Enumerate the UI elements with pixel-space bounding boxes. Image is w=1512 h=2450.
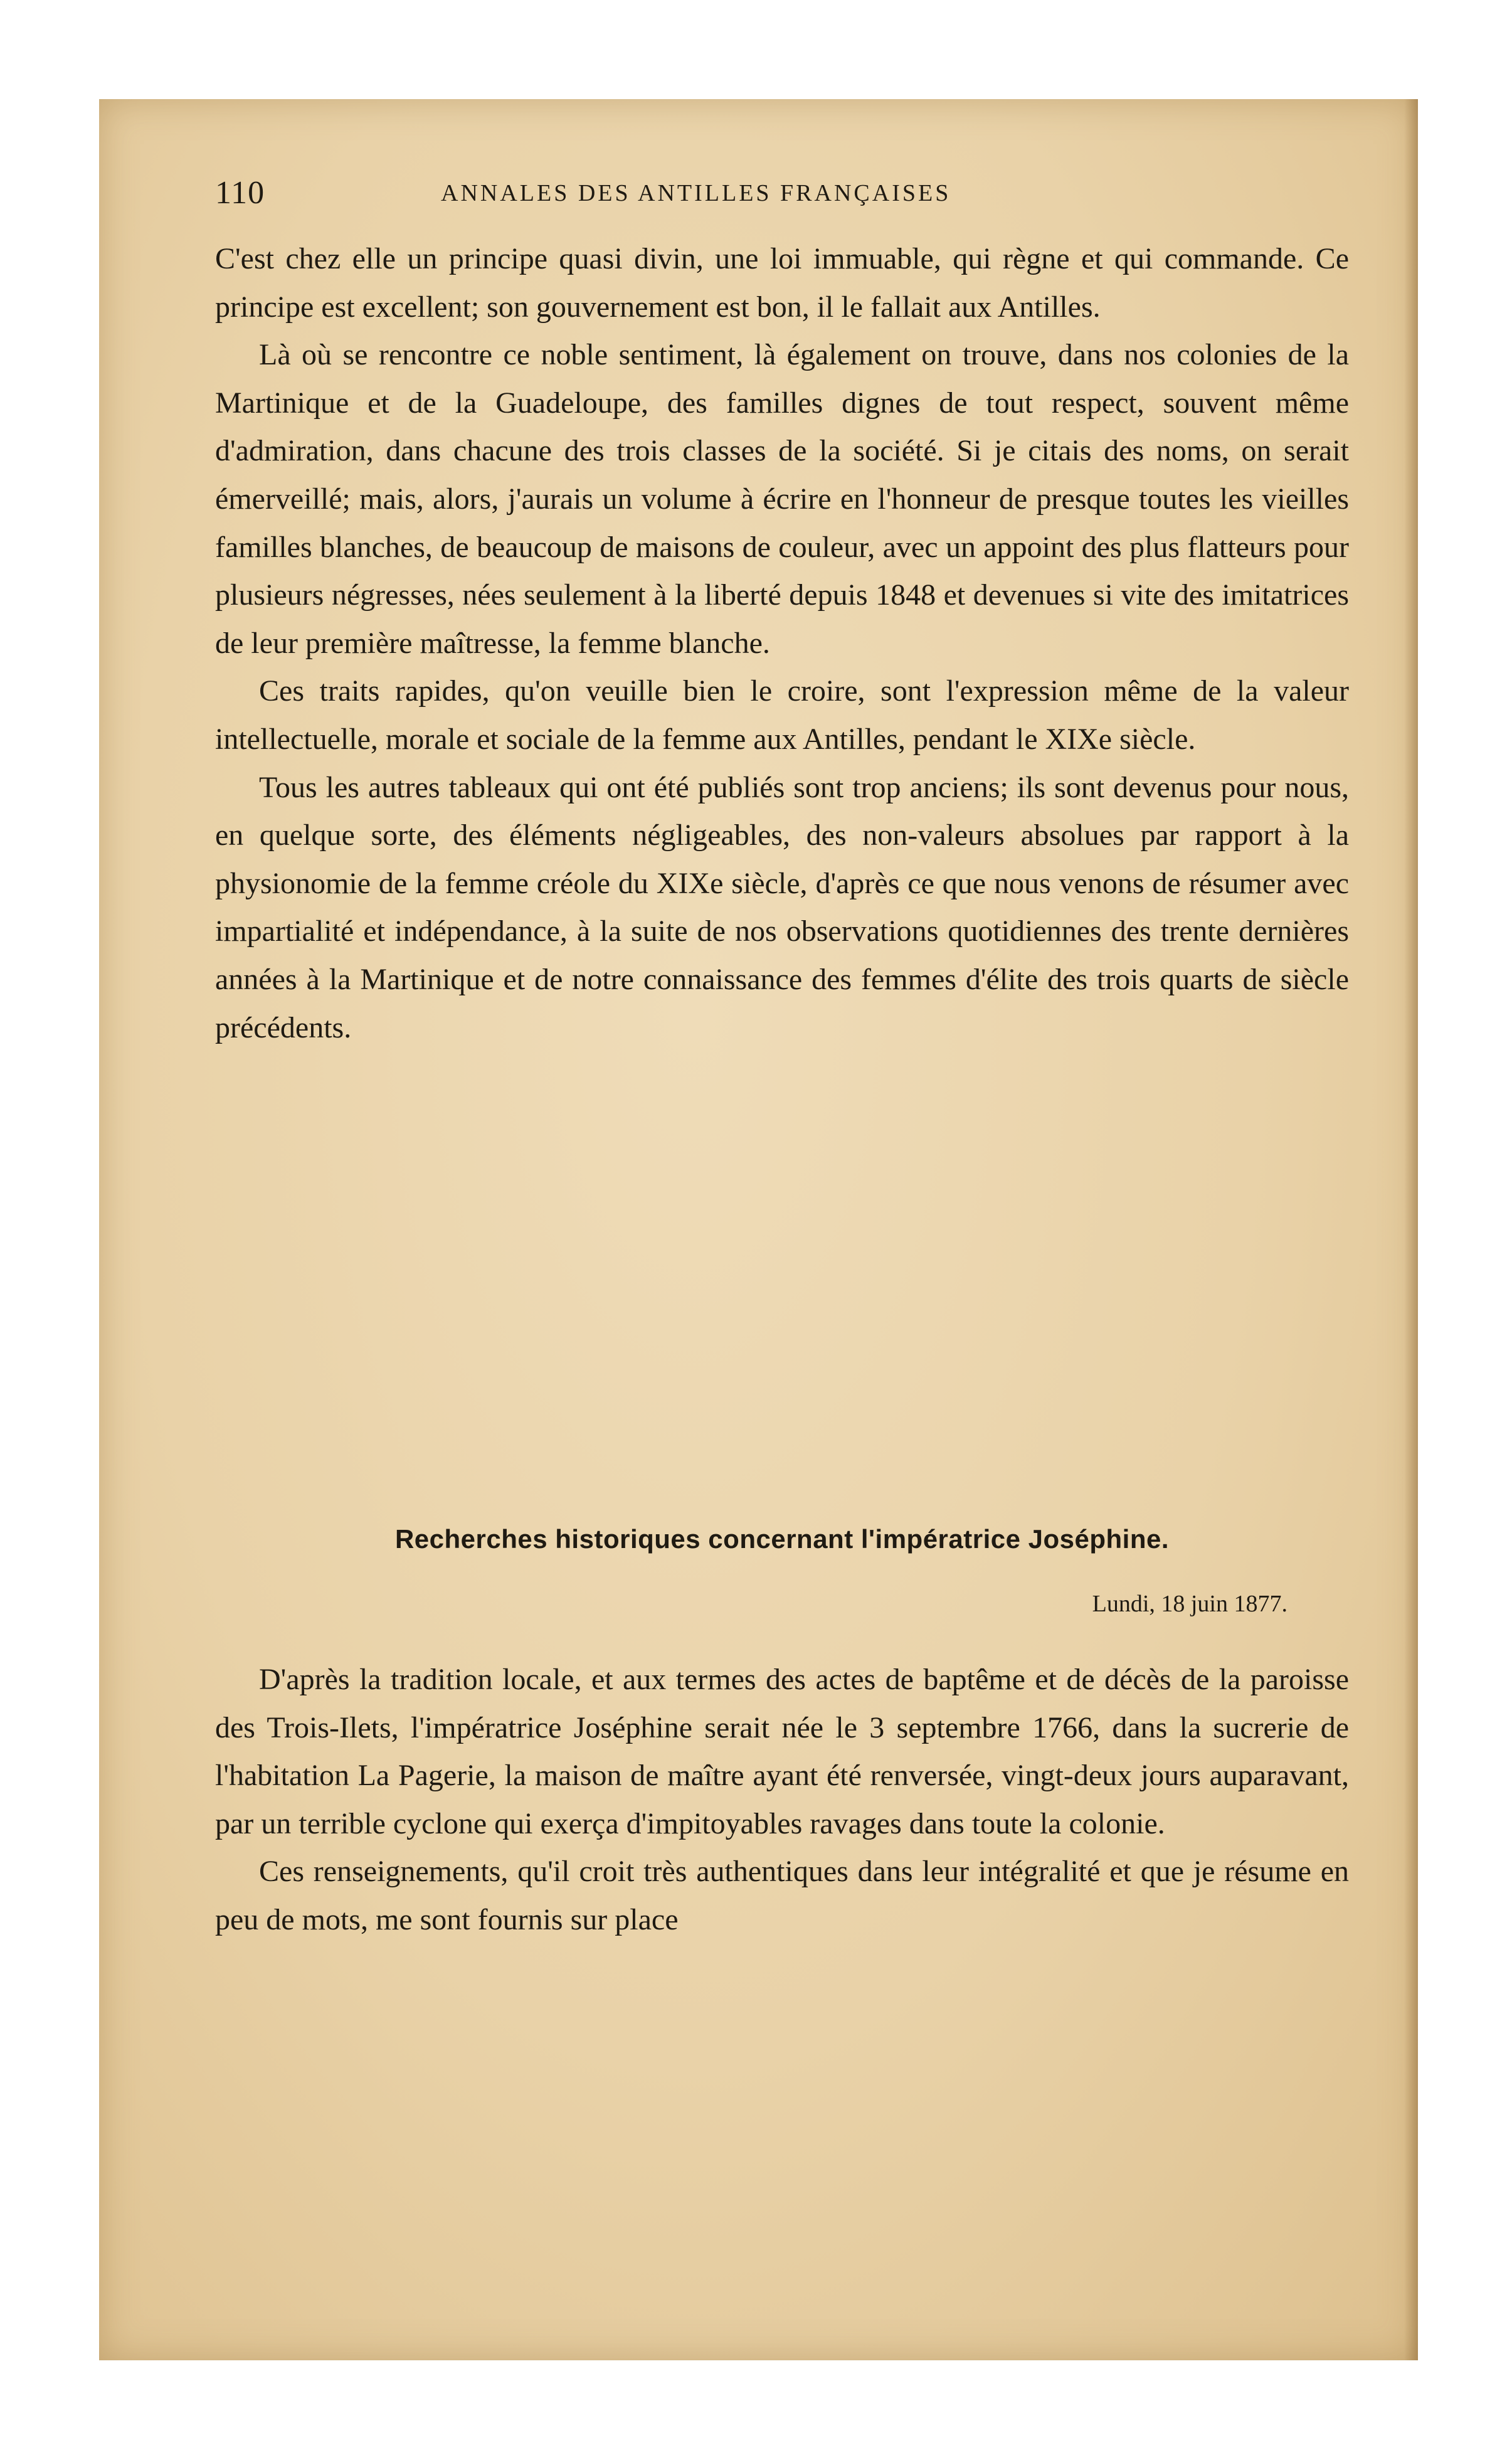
paragraph: Ces traits rapides, qu'on veuille bien le croire, sont l'expression même de la valeur intellectuelle, morale et sociale de la femme aux Antilles, pendant le XIXe siècle. xyxy=(215,674,1349,756)
paragraph: Ces renseignements, qu'il croit très authentiques dans leur intégralité et que je résume en peu de mots, me sont fournis sur place xyxy=(215,1855,1349,1936)
page-number: 110 xyxy=(215,175,265,211)
section-text xyxy=(215,1656,1349,1944)
main-text xyxy=(215,235,1349,1052)
dateline: Lundi, 18 juin 1877. xyxy=(1092,1591,1287,1617)
paragraph: Tous les autres tableaux qui ont été publiés sont trop anciens; ils sont devenus pour nous, en quelque sorte, des éléments négligeables, des non-valeurs absolues par rapport à la physionomie de la femme créole du XIXe siècle, d'après ce que nous venons de résumer avec impartialité et indépendance, à la suite de nos observations quotidiennes des trente dernières années à la Martinique et de notre connaissance des femmes d'élite des trois quarts de siècle précédents. xyxy=(215,770,1349,1044)
section-heading: Recherches historiques concernant l'impératrice Joséphine. xyxy=(394,1524,1170,1554)
journal-title: ANNALES DES ANTILLES FRANÇAISES xyxy=(441,180,951,206)
paragraph: Là où se rencontre ce noble sentiment, là également on trouve, dans nos colonies de la Martinique et de la Guadeloupe, des familles dignes de tout respect, souvent même d'admiration, dans chacune des trois classes de la société. Si je citais des noms, on serait émerveillé; mais, alors, j'aurais un volume à écrire en l'honneur de presque toutes les vieilles familles blanches, de beaucoup de maisons de couleur, avec un appoint des plus flatteurs pour plusieurs négresses, nées seulement à la liberté depuis 1848 et devenues si vite des imitatrices de leur première maîtresse, la femme blanche. xyxy=(215,338,1349,660)
running-head xyxy=(215,171,1344,221)
paragraph: D'après la tradition locale, et aux termes des actes de baptême et de décès de la paroisse des Trois-Ilets, l'impératrice Joséphine serait née le 3 septembre 1766, dans la sucrerie de l'habitation La Pagerie, la maison de maître ayant été renversée, vingt-deux jours auparavant, par un terrible cyclone qui exerça d'impitoyables ravages dans toute la colonie. xyxy=(215,1663,1349,1840)
paragraph: C'est chez elle un principe quasi divin, une loi immuable, qui règne et qui commande. Ce principe est excellent; son gouvernement est bon, il le fallait aux Antilles. xyxy=(215,242,1349,324)
